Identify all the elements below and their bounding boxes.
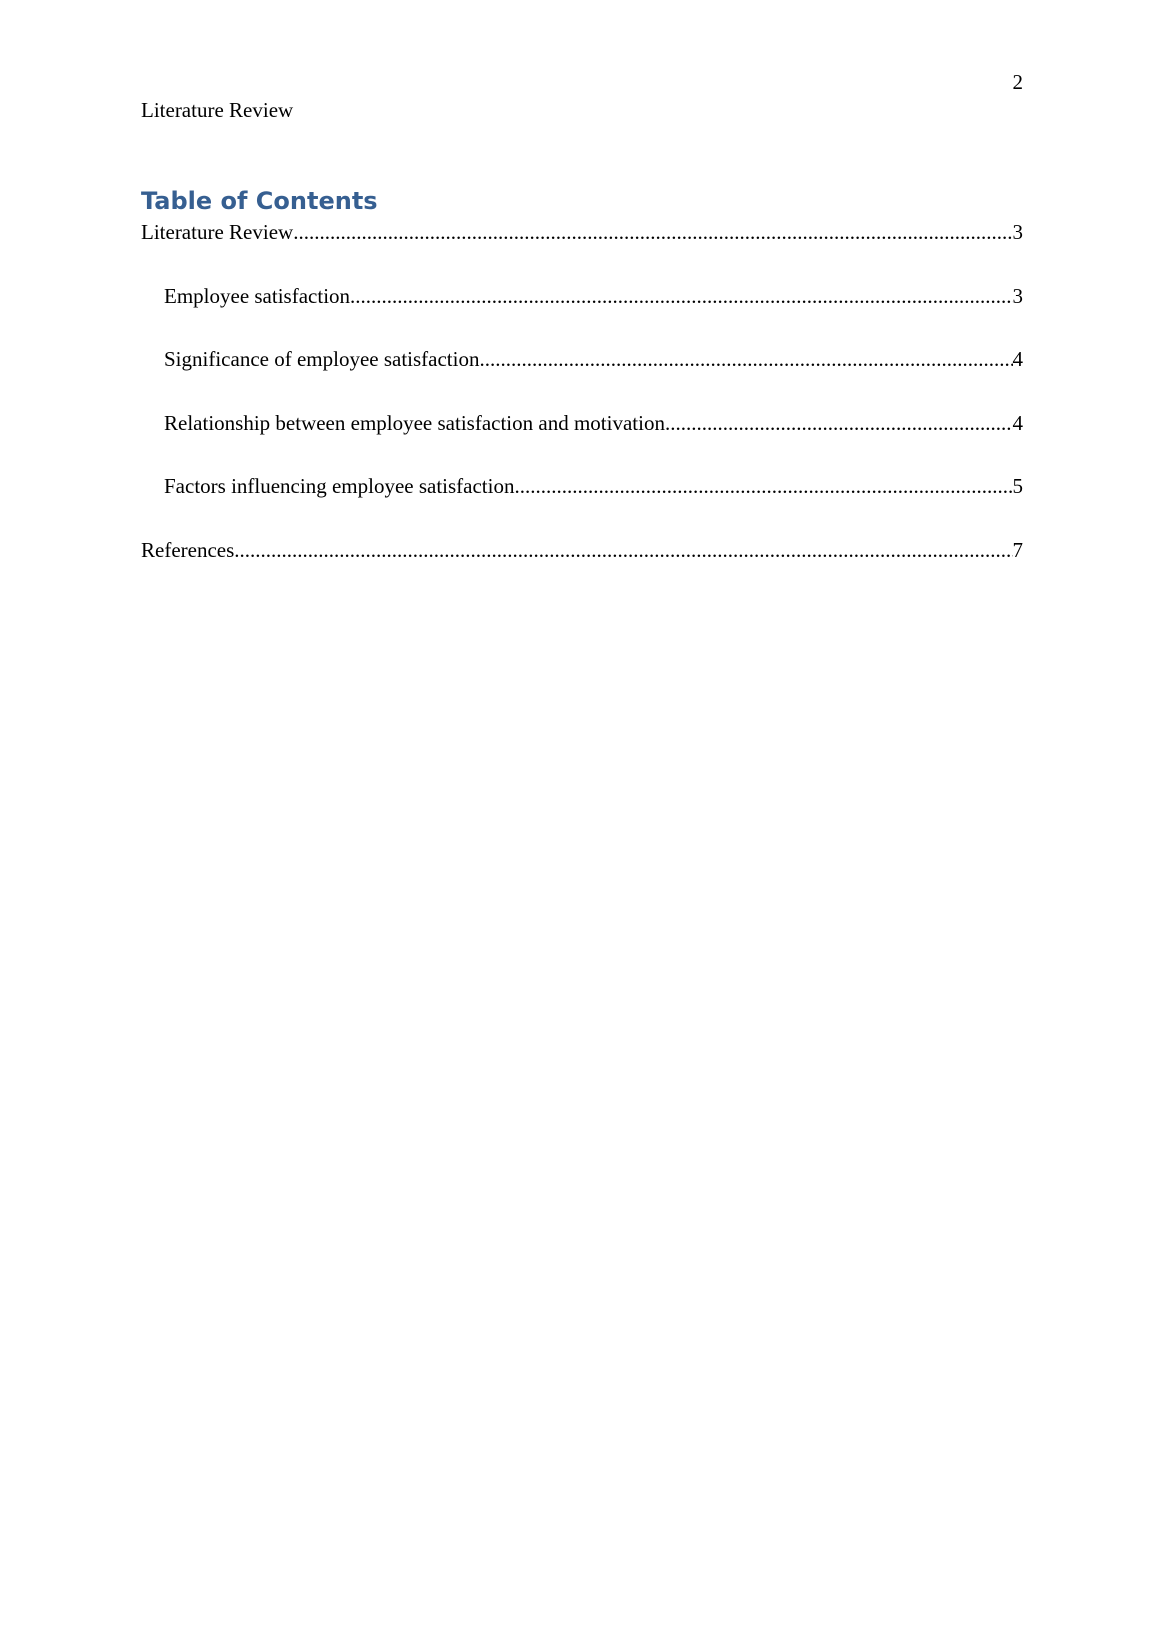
toc-entry-page: 4	[1012, 410, 1023, 435]
toc-leader	[350, 284, 1012, 308]
toc-entry-significance[interactable]	[141, 347, 1023, 411]
running-head: Literature Review	[141, 98, 294, 122]
toc-heading: Table of Contents	[141, 187, 378, 215]
toc-leader	[234, 538, 1012, 562]
toc-entry-employee-satisfaction[interactable]	[141, 284, 1023, 348]
toc-entry-title: Relationship between employee satisfaction and motivation	[164, 410, 665, 435]
toc-entry-page: 3	[1012, 220, 1023, 244]
toc-list	[141, 220, 1023, 601]
toc-entry-literature-review[interactable]	[141, 220, 1023, 284]
toc-leader	[514, 474, 1012, 498]
toc-entry-title: Employee satisfaction	[164, 283, 351, 308]
toc-entry-page: 3	[1012, 283, 1023, 308]
page-number: 2	[1012, 70, 1023, 94]
toc-leader	[293, 220, 1012, 244]
toc-entry-title: Literature Review	[141, 220, 294, 244]
toc-entry-title: Significance of employee satisfaction	[164, 347, 480, 371]
toc-entry-title: Factors influencing employee satisfaction	[164, 474, 515, 498]
toc-entry-factors[interactable]	[141, 474, 1023, 538]
toc-entry-relationship[interactable]	[141, 411, 1023, 475]
toc-entry-page: 7	[1012, 537, 1023, 562]
toc-entry-page: 4	[1012, 347, 1023, 371]
toc-entry-page: 5	[1012, 474, 1023, 498]
toc-entry-title: References	[141, 537, 235, 562]
toc-entry-references[interactable]	[141, 538, 1023, 602]
toc-leader	[665, 411, 1013, 435]
toc-leader	[479, 347, 1012, 371]
